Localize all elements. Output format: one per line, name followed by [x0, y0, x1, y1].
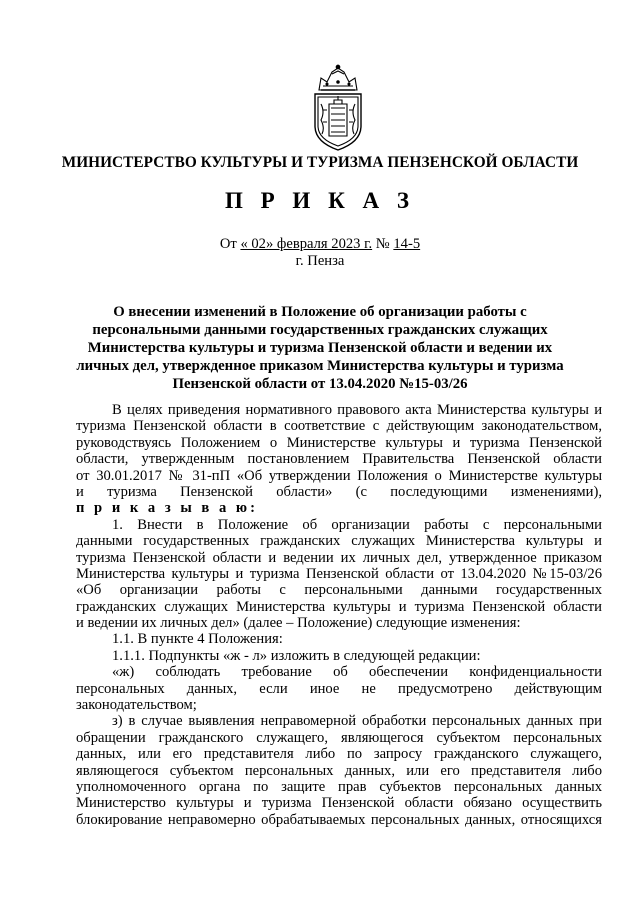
body-line: области, утвержденным постановлением Правительства Пензенской области — [76, 451, 602, 468]
body-line: гражданских служащих Министерства культуры и туризма Пензенской области — [76, 598, 602, 615]
body-line: з) в случае выявления неправомерной обработки персональных данных при — [112, 713, 602, 730]
body-line: Министерства культуры и туризма Пензенской области от 13.04.2020 №15-03/26 — [76, 565, 602, 582]
body-line: данных, или его представителя либо по запросу гражданского служащего, — [76, 746, 602, 763]
order-directive: п р и к а з ы в а ю: — [76, 500, 258, 517]
document-title: П Р И К А З — [224, 188, 415, 213]
penza-coat-of-arms-icon — [305, 64, 371, 152]
heading-line: О внесении изменений в Положение об организации работы с — [113, 304, 527, 320]
body-line: «Об организации работы с персональными данными государственных — [76, 582, 602, 599]
heading-line: персональными данными государственных гражданских служащих — [92, 322, 548, 338]
order-date: « 02» февраля 2023 г. — [240, 236, 373, 252]
order-heading — [72, 303, 568, 393]
body-line: от 30.01.2017 № 31-пП «Об утверждении Положения о Министерстве культуры — [76, 467, 602, 484]
body-line: и ведении их личных дел» (далее – Положение) следующие изменения: — [76, 615, 521, 632]
body-line: и туризма Пензенской области» (с последующими изменениями), — [76, 483, 602, 500]
body-line: являющегося субъектом персональных данных, или его представителя либо — [76, 762, 602, 779]
number-sign: № — [375, 236, 390, 252]
order-date-line — [0, 236, 640, 253]
document-body — [76, 402, 602, 828]
body-line: 1. Внести в Положение об организации работы с персональными — [112, 516, 602, 533]
body-line: обращении гражданского служащего, являющегося субъектом персональных — [76, 729, 602, 746]
body-line: руководствуясь Положением о Министерстве культуры и туризма Пензенской — [76, 434, 602, 451]
body-line: 1.1.1. Подпункты «ж - л» изложить в следующей редакции: — [112, 647, 481, 664]
body-line: туризма Пензенской области и ведении их личных дел, утвержденное приказом — [76, 549, 602, 566]
body-line: туризма Пензенской области в соответствие с действующим законодательством, — [76, 418, 602, 435]
body-line: блокирование неправомерно обрабатываемых персональных данных, относящихся — [76, 811, 602, 828]
body-line: «ж) соблюдать требование об обеспечении конфиденциальности — [112, 664, 602, 681]
body-line: В целях приведения нормативного правового акта Министерства культуры и — [112, 402, 602, 418]
body-line: 1.1. В пункте 4 Положения: — [112, 631, 283, 648]
order-city: г. Пенза — [295, 253, 345, 269]
body-line: законодательством; — [76, 697, 197, 714]
date-prefix: От — [219, 236, 237, 252]
body-line: Министерство культуры и туризма Пензенской области обязано осуществить — [76, 795, 602, 812]
heading-line: Министерства культуры и туризма Пензенской области и ведении их — [87, 340, 553, 356]
body-line: персональных данных, если иное не предусмотрено действующим — [76, 680, 602, 697]
body-line: уполномоченного органа по защите прав субъектов персональных данных — [76, 778, 602, 795]
ministry-name: МИНИСТЕРСТВО КУЛЬТУРЫ И ТУРИЗМА ПЕНЗЕНСКОЙ ОБЛАСТИ — [61, 154, 579, 171]
heading-line: Пензенской области от 13.04.2020 №15-03/26 — [172, 376, 468, 392]
order-number: 14-5 — [393, 236, 421, 252]
heading-line: личных дел, утвержденное приказом Министерства культуры и туризма — [76, 358, 564, 374]
body-line: данными государственных гражданских служащих Министерства культуры и — [76, 533, 602, 550]
